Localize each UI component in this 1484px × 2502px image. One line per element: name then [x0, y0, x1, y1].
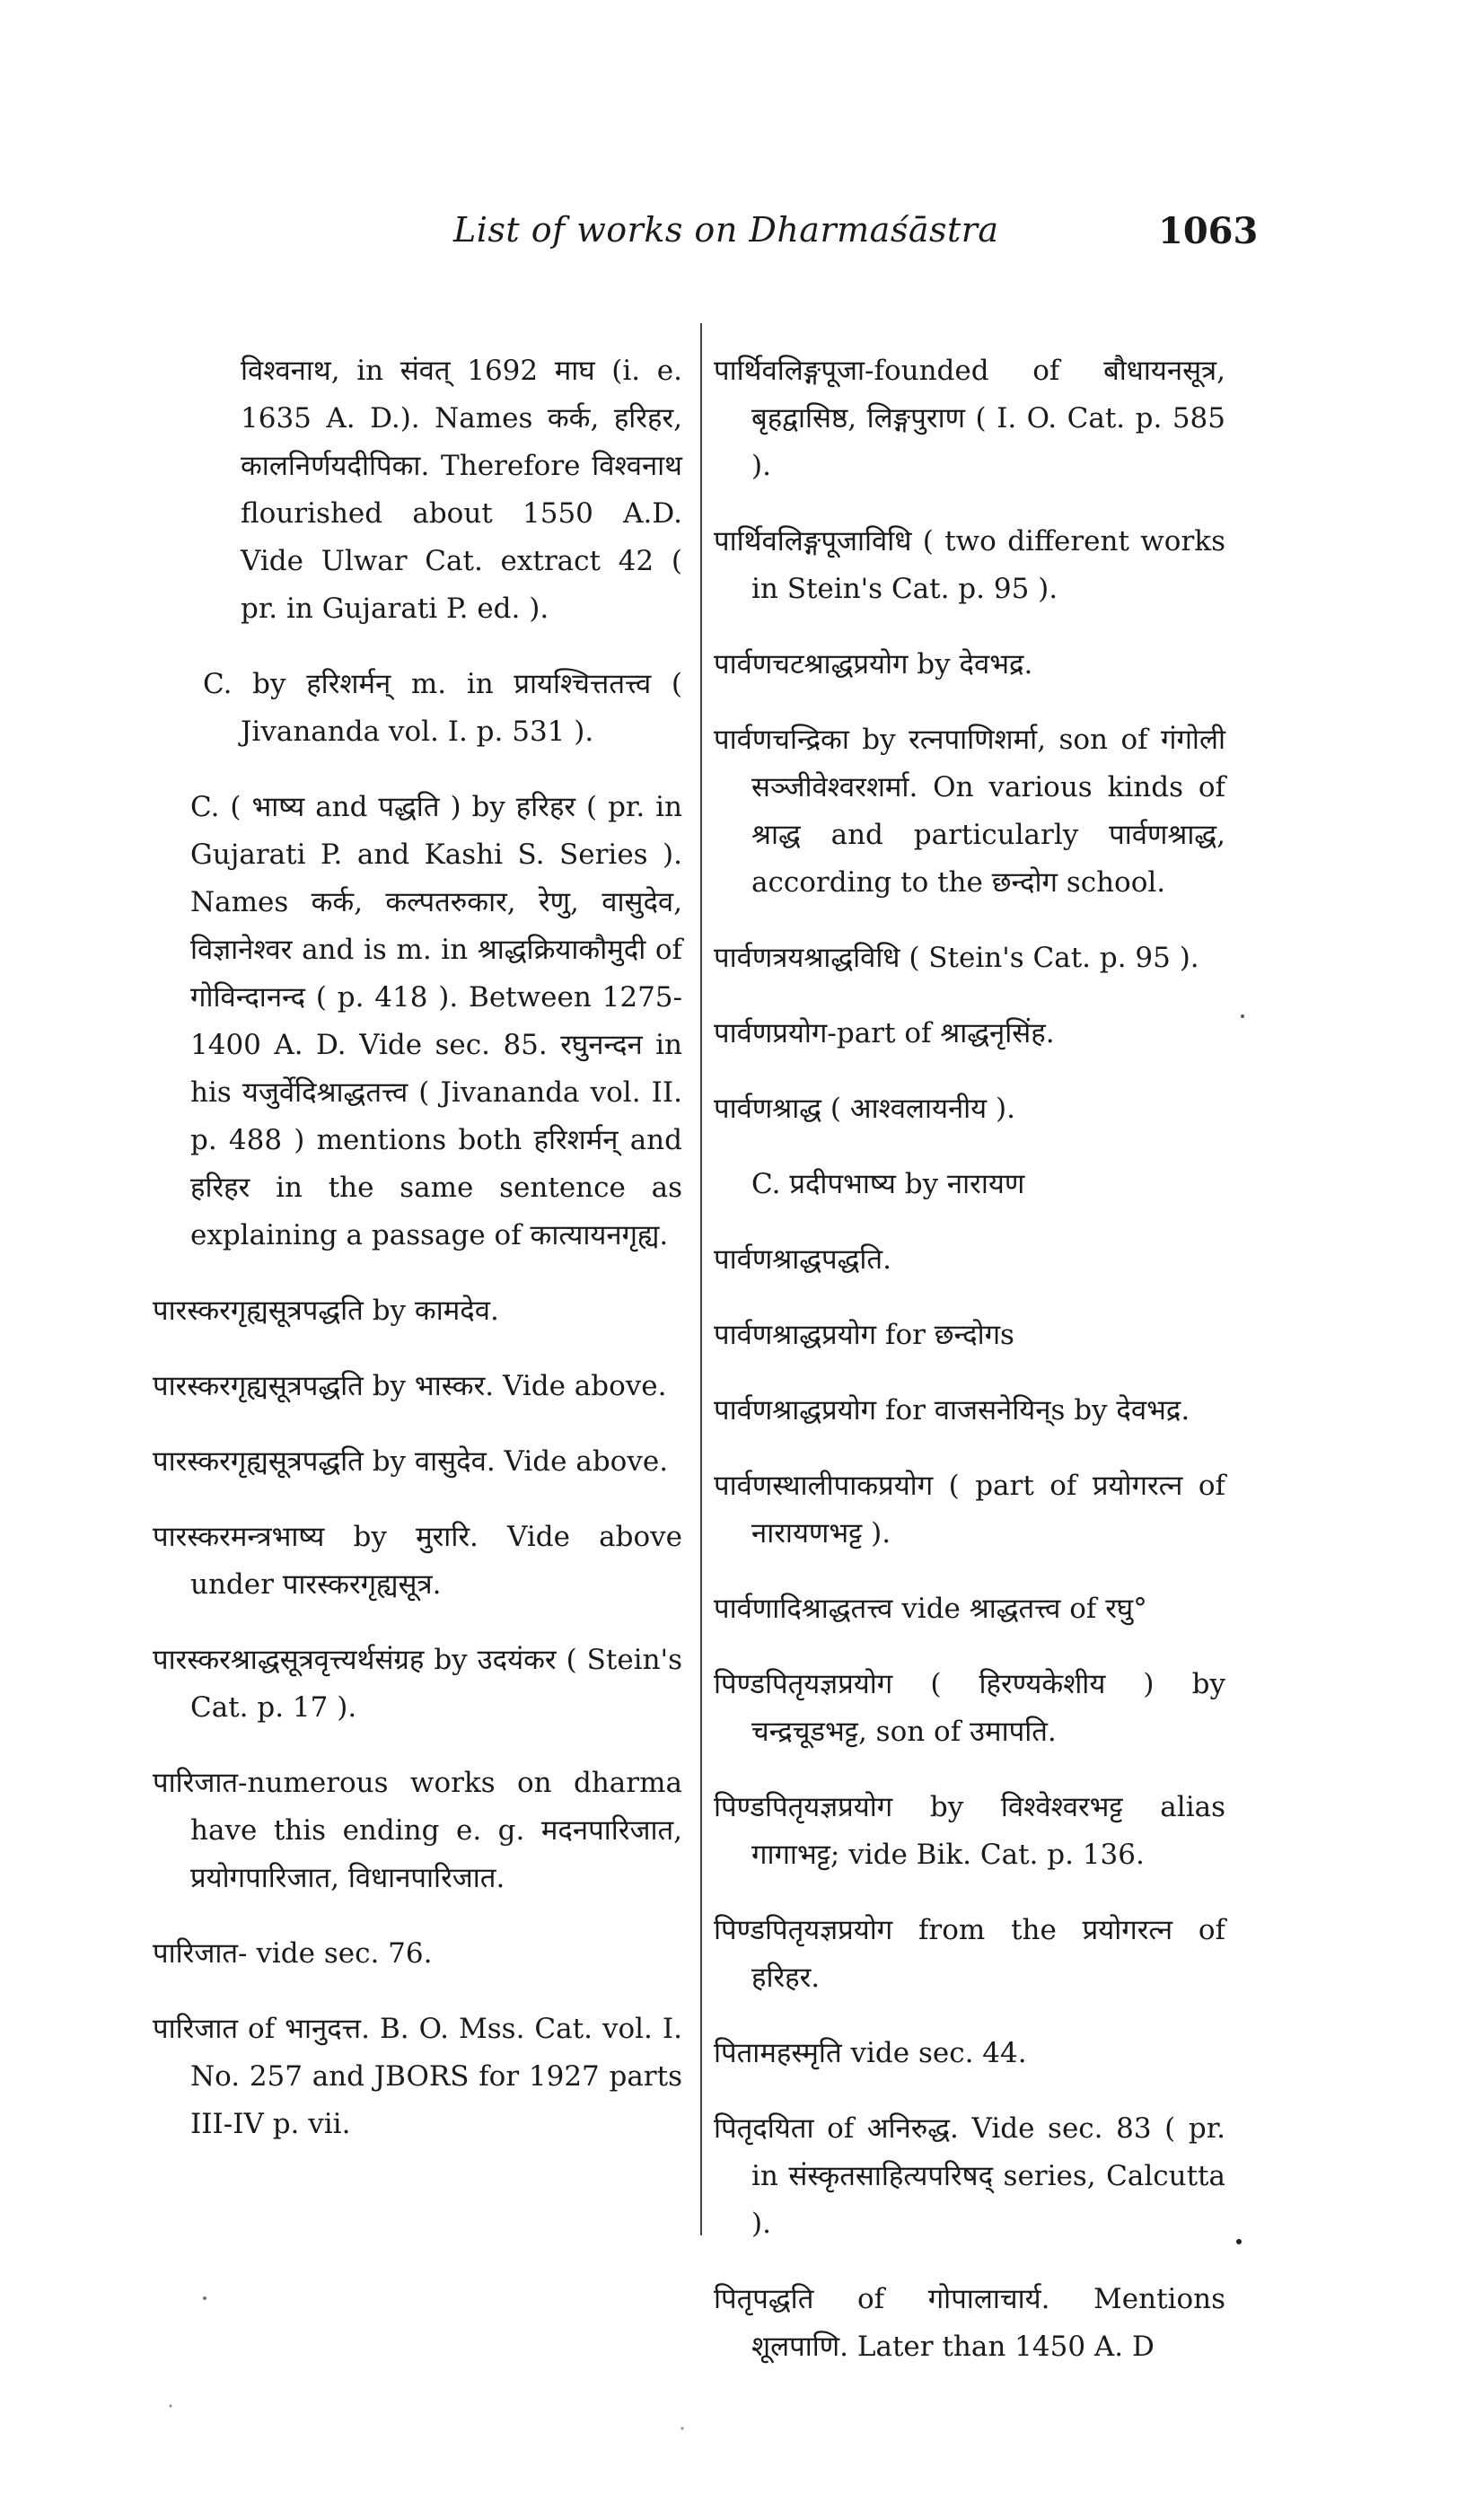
entry-text: C. प्रदीपभाष्य by नारायण	[751, 1168, 1025, 1200]
column-divider	[700, 323, 702, 2235]
entry-text: पिण्डपितृयज्ञप्रयोग by विश्वेश्वरभट्ट alias गागाभट्ट; vide Bik. Cat. p. 136.	[714, 1791, 1225, 1871]
entry-text: पार्वणत्रयश्राद्धविधि ( Stein's Cat. p. 95 ).	[714, 942, 1199, 974]
entry-text: पारिजात-numerous works on dharma have this ending e. g. मदनपारिजात, प्रयोगपारिजात, विधानपारिजात.	[153, 1767, 682, 1894]
entry-text: पार्वणश्राद्ध ( आश्वलायनीय ).	[714, 1093, 1015, 1125]
entry-text: पार्वणादिश्राद्धतत्त्व vide श्राद्धतत्त्व of रघु°	[714, 1593, 1147, 1625]
entry-text: पितृपद्धति of गोपालाचार्य. Mentions शूलपाणि. Later than 1450 A. D	[714, 2283, 1225, 2363]
entry-text: पार्थिवलिङ्गपूजा-founded of बौधायनसूत्र, बृहद्वासिष्ठ, लिङ्गपुराण ( I. O. Cat. p. 585 ).	[714, 355, 1225, 482]
entry-text: पितामहस्मृति vide sec. 44.	[714, 2037, 1027, 2069]
entry-text: पार्वणश्राद्धप्रयोग for वाजसनेयिन्s by देवभद्र.	[714, 1394, 1190, 1427]
scan-speck	[681, 2427, 684, 2430]
page-number: 1063	[1158, 210, 1259, 252]
entry-text: पार्वणचन्द्रिका by रत्नपाणिशर्मा, son of गंगोली सञ्जीवेश्वरशर्मा. On various kinds of श्राद्ध and particularly पार्वणश्राद्ध, according to the छन्दोग school.	[714, 724, 1225, 899]
running-title: List of works on Dharmaśāstra	[453, 210, 999, 250]
entry-text: पारस्करगृह्यसूत्रपद्धति by भास्कर. Vide above.	[153, 1370, 667, 1402]
entry-text: C. by हरिशर्मन् m. in प्रायश्चित्ततत्त्व ( Jivananda vol. I. p. 531 ).	[203, 668, 682, 748]
entry-text: पारस्करश्राद्धसूत्रवृत्त्यर्थसंग्रह by उदयंकर ( Stein's Cat. p. 17 ).	[153, 1644, 682, 1724]
entry-text: पार्वणश्राद्धपद्धति.	[714, 1243, 891, 1276]
right-column	[714, 320, 1225, 2376]
entry-text: पारस्करगृह्यसूत्रपद्धति by कामदेव.	[153, 1295, 499, 1327]
left-column	[153, 320, 682, 2154]
entry-text: पार्थिवलिङ्गपूजाविधि ( two different works in Stein's Cat. p. 95 ).	[714, 525, 1225, 605]
entry-text: पिण्डपितृयज्ञप्रयोग from the प्रयोगरत्न of हरिहर.	[714, 1914, 1225, 1994]
entry-text: पारिजात- vide sec. 76.	[153, 1937, 433, 1970]
scan-speck	[1236, 2239, 1242, 2244]
scan-speck	[203, 2296, 206, 2300]
entry-text: पार्वणश्राद्धप्रयोग for छन्दोगs	[714, 1319, 1014, 1351]
entry-text: पारस्करमन्त्रभाष्य by मुरारि. Vide above under पारस्करगृह्यसूत्र.	[153, 1521, 682, 1601]
entry-text: पारस्करगृह्यसूत्रपद्धति by वासुदेव. Vide above.	[153, 1445, 669, 1478]
entry-text: पार्वणप्रयोग-part of श्राद्धनृसिंह.	[714, 1017, 1055, 1049]
entry-text: पार्वणचटश्राद्धप्रयोग by देवभद्र.	[714, 648, 1033, 680]
scan-speck	[170, 2405, 172, 2408]
entry-text: पारिजात of भानुदत्त. B. O. Mss. Cat. vol. I. No. 257 and JBORS for 1927 parts III-IV p. vii.	[153, 2013, 682, 2140]
entry-text: पितृदयिता of अनिरुद्ध. Vide sec. 83 ( pr. in संस्कृतसाहित्यपरिषद् series, Calcutta ).	[714, 2112, 1225, 2240]
entry-text: विश्वनाथ, in संवत् 1692 माघ (i. e. 1635 A. D.). Names कर्क, हरिहर, कालनिर्णयदीपिका. Therefore विश्वनाथ flourished about 1550 A.D. Vide Ulwar Cat. extract 42 ( pr. in Gujarati P. ed. ).	[241, 355, 682, 625]
page-header	[0, 210, 1484, 264]
scan-speck	[1241, 1014, 1244, 1018]
entry-text: पार्वणस्थालीपाकप्रयोग ( part of प्रयोगरत्न of नारायणभट्ट ).	[714, 1470, 1225, 1549]
entry-text: C. ( भाष्य and पद्धति ) by हरिहर ( pr. in Gujarati P. and Kashi S. Series ). Names कर्क, कल्पतरुकार, रेणु, वासुदेव, विज्ञानेश्वर and is m. in श्राद्धक्रियाकौमुदी of गोविन्दानन्द ( p. 418 ). Between 1275-1400 A. D. Vide sec. 85. रघुनन्दन in his यजुर्वेदिश्राद्धतत्त्व ( Jivananda vol. II. p. 488 ) mentions both हरिशर्मन् and हरिहर in the same sentence as explaining a passage of कात्यायनगृह्य.	[190, 791, 682, 1251]
entry-text: पिण्डपितृयज्ञप्रयोग ( हिरण्यकेशीय ) by चन्द्रचूडभट्ट, son of उमापति.	[714, 1668, 1225, 1748]
